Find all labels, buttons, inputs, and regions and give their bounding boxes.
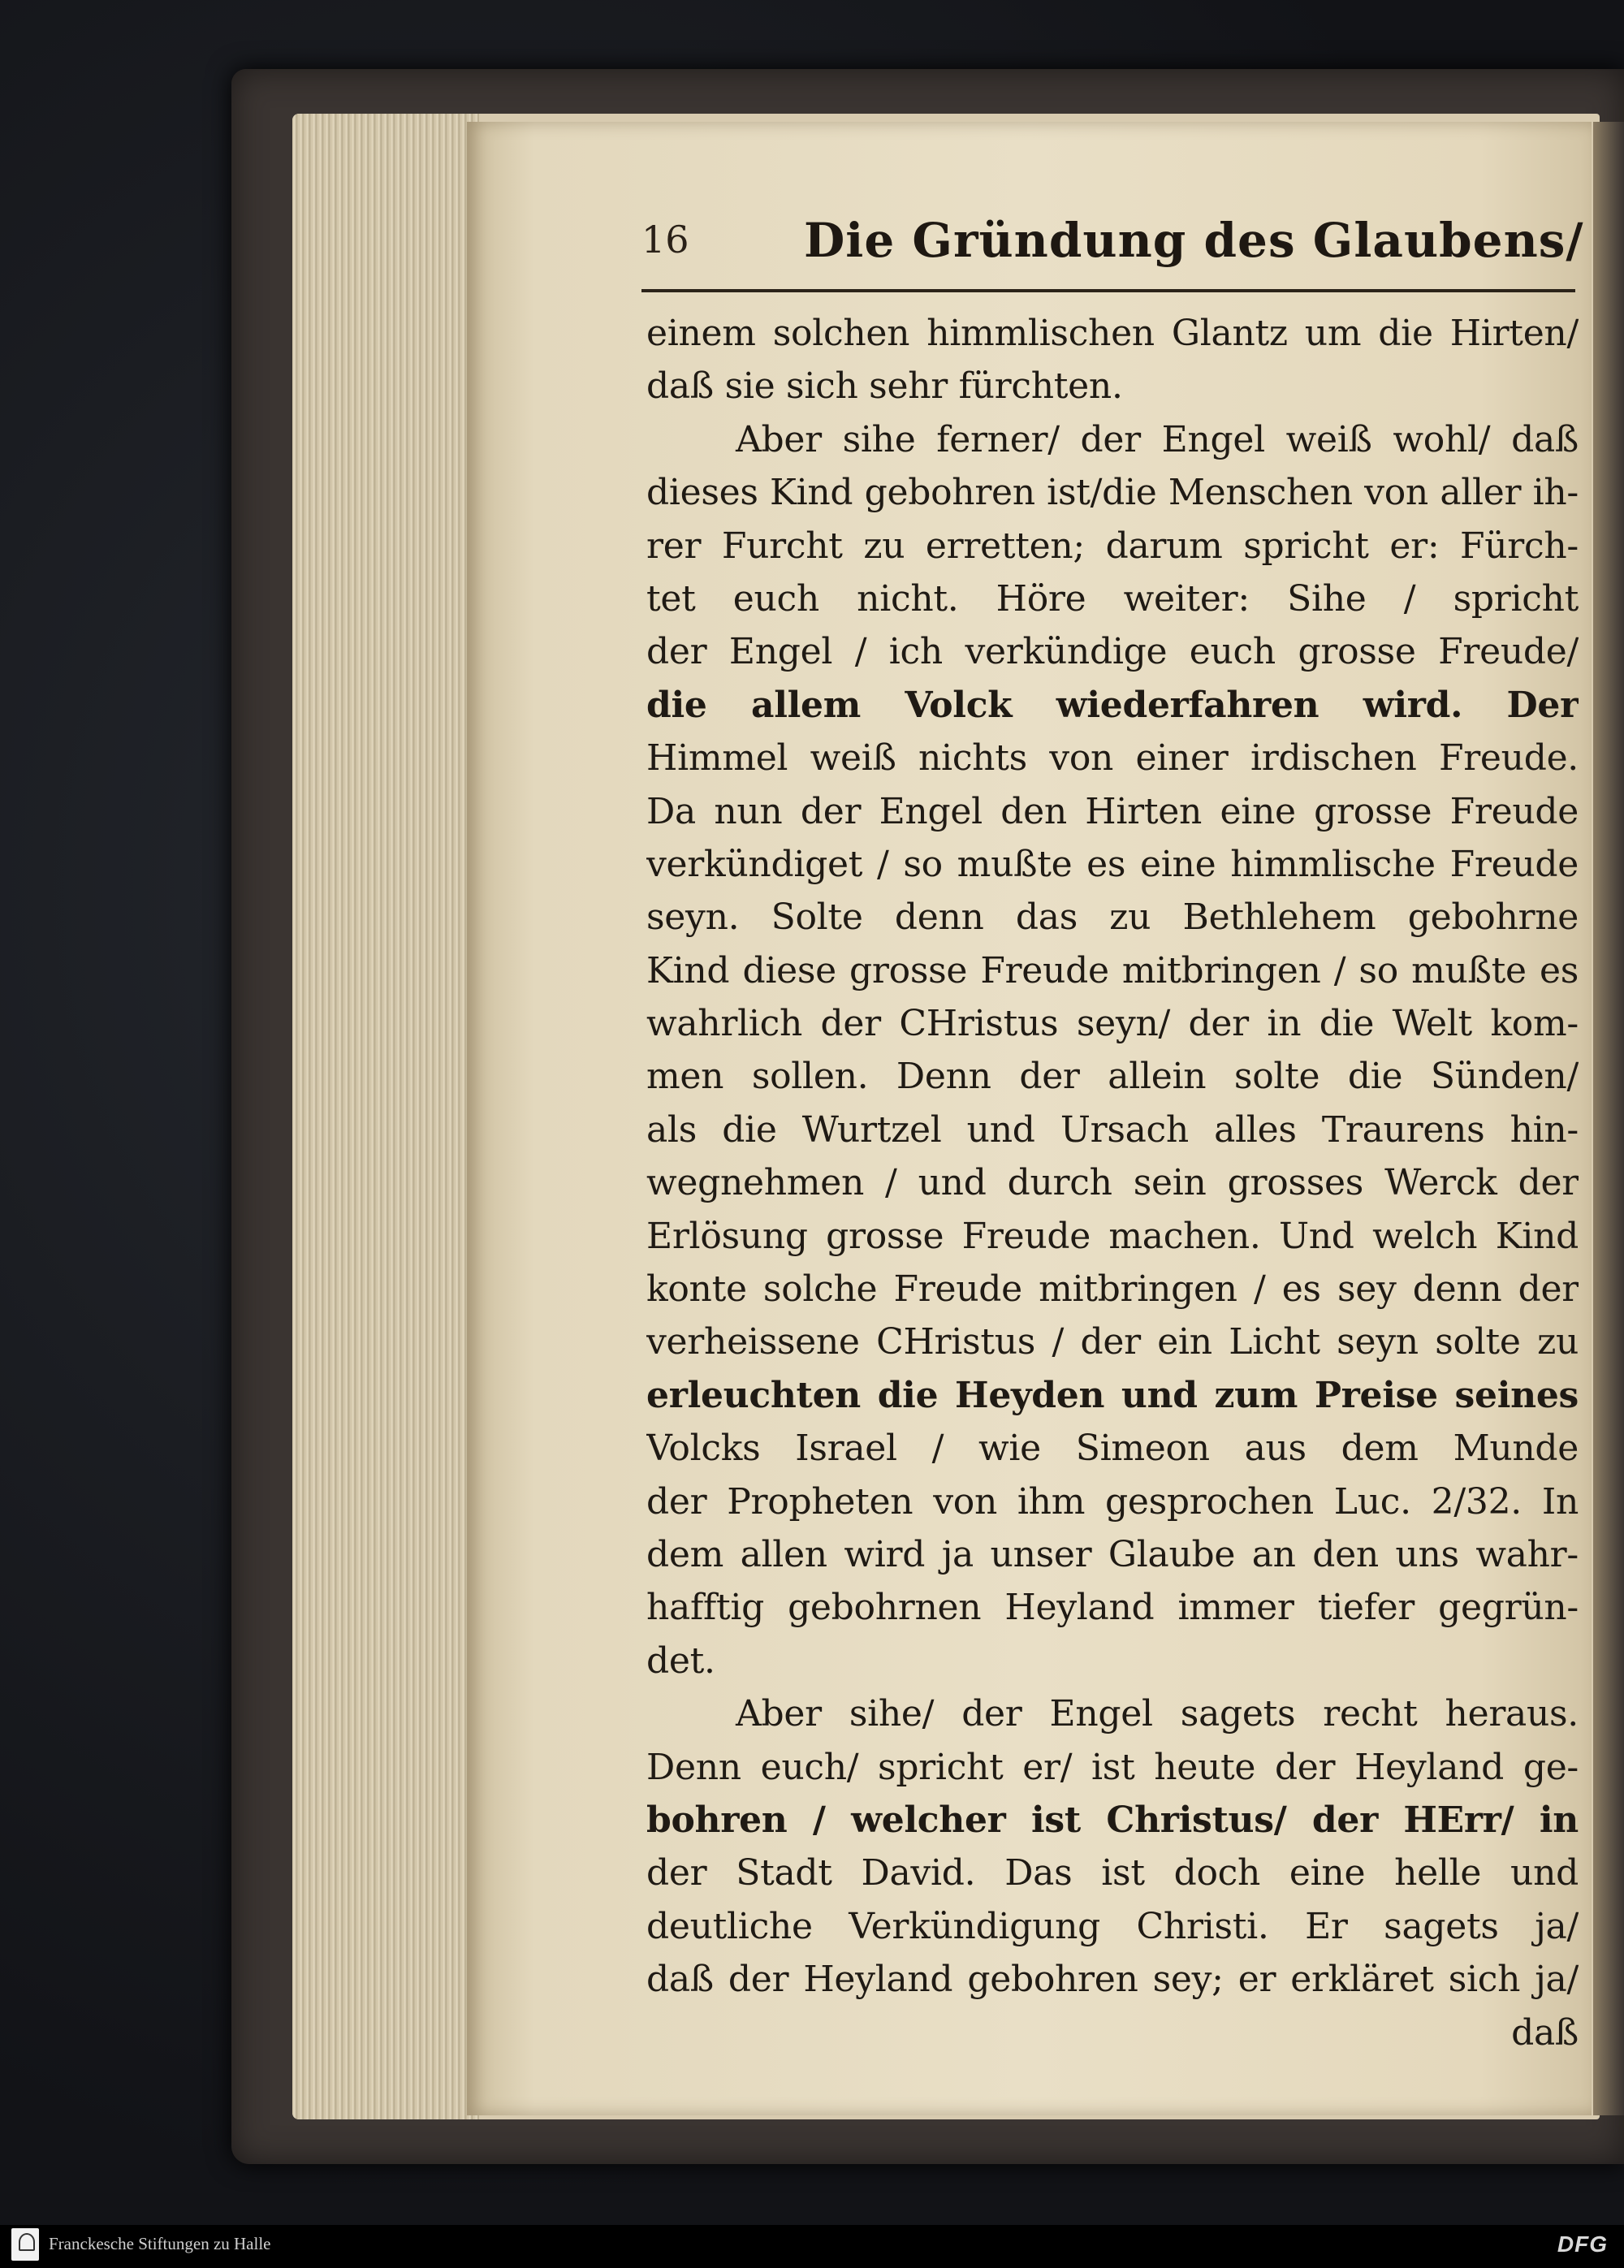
text-line: men sollen. Denn der allein solte die Sünden/ bbox=[646, 1056, 1579, 1098]
text-line: die allem Volck wiederfahren wird. Der bbox=[646, 684, 1579, 726]
text-line: verheissene CHristus / der ein Licht seyn solte zu bbox=[646, 1321, 1579, 1363]
text-line: bohren / welcher ist Christus/ der HErr/ in bbox=[646, 1799, 1579, 1841]
text-line: Da nun der Engel den Hirten eine grosse Freude bbox=[646, 790, 1579, 832]
text-line: wahrlich der CHristus seyn/ der in die Welt kom- bbox=[646, 1003, 1579, 1045]
text-line: dieses Kind gebohren ist/die Menschen von aller ih- bbox=[646, 472, 1579, 514]
text-line: konte solche Freude mitbringen / es sey denn der bbox=[646, 1268, 1579, 1311]
running-title: Die Gründung des Glaubens/ bbox=[804, 213, 1584, 268]
text-line: tet euch nicht. Höre weiter: Sihe / spricht bbox=[646, 577, 1579, 620]
catchword: daß bbox=[1511, 2011, 1579, 2054]
text-line: rer Furcht zu erretten; darum spricht er: Fürch- bbox=[646, 525, 1579, 567]
text-line: erleuchten die Heyden und zum Preise seines bbox=[646, 1374, 1579, 1416]
body-text bbox=[646, 307, 1579, 2059]
header-rule bbox=[641, 289, 1575, 292]
facing-page-edge bbox=[1593, 122, 1624, 2115]
text-line: dem allen wird ja unser Glaube an den uns wahr- bbox=[646, 1533, 1579, 1575]
text-line: seyn. Solte denn das zu Bethlehem gebohrne bbox=[646, 896, 1579, 939]
text-line: der Propheten von ihm gesprochen Luc. 2/32. In bbox=[646, 1480, 1579, 1523]
institution-logo-icon bbox=[11, 2228, 39, 2261]
text-line: der Engel / ich verkündige euch grosse Freude/ bbox=[646, 631, 1579, 673]
dfg-logo: DFG bbox=[1557, 2231, 1608, 2257]
text-line: wegnehmen / und durch sein grosses Werck der bbox=[646, 1162, 1579, 1204]
text-line: Volcks Israel / wie Simeon aus dem Munde bbox=[646, 1428, 1579, 1470]
page-edges bbox=[292, 114, 479, 2119]
page-header bbox=[641, 213, 1584, 283]
footer-institution: Franckesche Stiftungen zu Halle bbox=[49, 2234, 271, 2253]
text-line: einem solchen himmlischen Glantz um die Hirten/ bbox=[646, 313, 1579, 354]
text-line: daß sie sich sehr fürchten. bbox=[646, 365, 1123, 408]
text-line: Aber sihe/ der Engel sagets recht heraus. bbox=[736, 1693, 1579, 1735]
text-line: deutliche Verkündigung Christi. Er sagets ja/ bbox=[646, 1905, 1579, 1947]
text-line: hafftig gebohrnen Heyland immer tiefer gegrün- bbox=[646, 1587, 1579, 1629]
text-line: Kind diese grosse Freude mitbringen / so mußte es bbox=[646, 949, 1579, 991]
text-line: daß der Heyland gebohren sey; er erkläret sich ja/ bbox=[646, 1959, 1579, 2001]
text-line: Denn euch/ spricht er/ ist heute der Heyland ge- bbox=[646, 1746, 1579, 1788]
page-number: 16 bbox=[641, 218, 689, 261]
text-line: det. bbox=[646, 1639, 715, 1682]
text-line: Himmel weiß nichts von einer irdischen Freude. bbox=[646, 737, 1579, 780]
text-line: Erlösung grosse Freude machen. Und welch Kind bbox=[646, 1215, 1579, 1257]
text-line: verkündiget / so mußte es eine himmlische Freude bbox=[646, 843, 1579, 885]
text-line: Aber sihe ferner/ der Engel weiß wohl/ daß bbox=[736, 418, 1579, 460]
text-line: als die Wurtzel und Ursach alles Traurens hin- bbox=[646, 1108, 1579, 1151]
text-line: der Stadt David. Das ist doch eine helle und bbox=[646, 1852, 1579, 1894]
